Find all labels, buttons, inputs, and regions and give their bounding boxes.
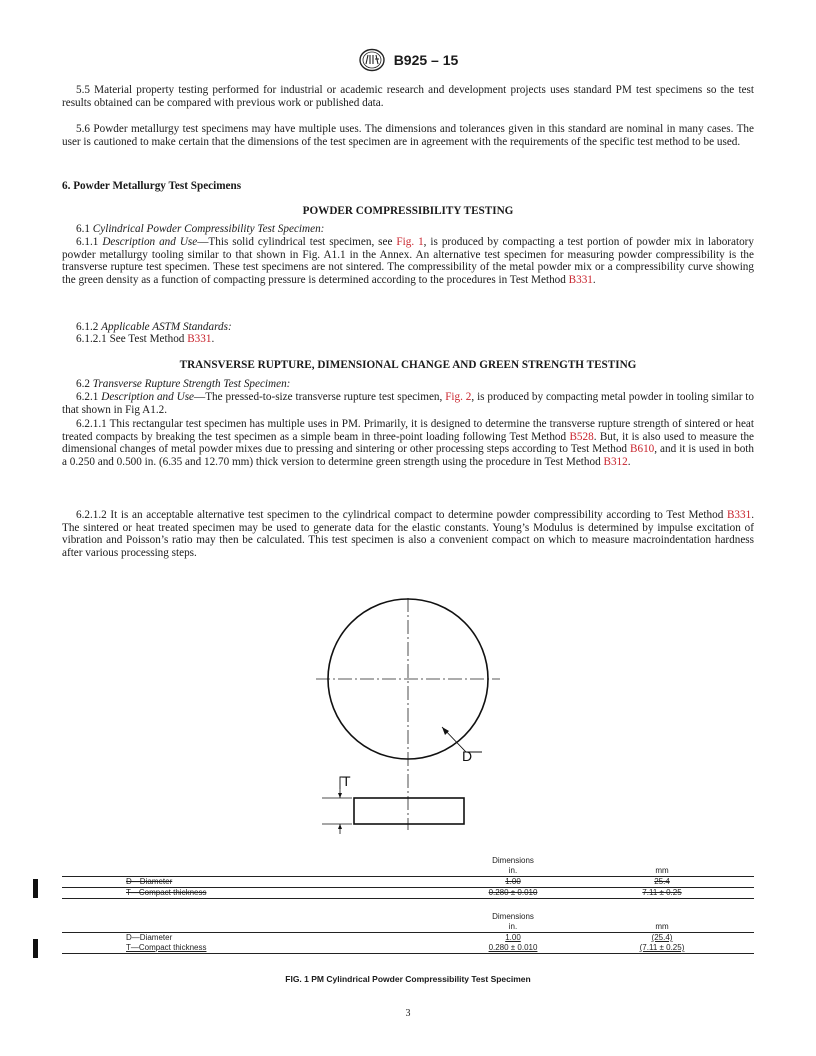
section-6-heading: 6. Powder Metallurgy Test Specimens — [62, 180, 242, 192]
fig-1-link[interactable]: Fig. 1 — [396, 236, 424, 248]
paragraph-6-1-2: 6.1.2 Applicable ASTM Standards: — [76, 321, 232, 333]
diameter-label: D — [462, 748, 473, 764]
b331-link[interactable]: B331 — [568, 273, 593, 286]
paragraph-6-1: 6.1 Cylindrical Powder Compressibility Test Specimen: — [76, 223, 325, 235]
paragraph-6-2-1-1: 6.2.1.1 This rectangular test specimen has multiple uses in PM. Primarily, it is designed to determine the transverse rupture strength of sintered or heat treated compacts by breaking the test specimen as a simple beam in three-point loading following Test Method B528. But, it is also used to measure the dimensional changes of metal powder mixes due to pressing and sintering or other processing steps according to Test Method B610, and it is used in both a 0.250 and 0.500 in. (6.35 and 12.70 mm) thick version to determine green strength using the procedure in Test Method B312. — [62, 418, 754, 468]
figure-1-drawing — [0, 590, 816, 840]
page-number: 3 — [405, 1008, 411, 1019]
b528-link[interactable]: B528 — [569, 430, 594, 443]
thickness-arrow-down — [338, 793, 342, 798]
paragraph-5-5: 5.5 Material property testing performed for industrial or academic research and development projects uses standard PM test specimens so the test results obtained can be compared with previous work or published data. — [62, 84, 754, 109]
thickness-arrow-up — [338, 824, 342, 829]
fig-2-link[interactable]: Fig. 2 — [445, 391, 472, 403]
page-header — [0, 48, 816, 72]
subheading-compressibility: POWDER COMPRESSIBILITY TESTING — [302, 205, 514, 217]
b610-link[interactable]: B610 — [630, 443, 655, 456]
b331-link[interactable]: B331 — [726, 509, 752, 521]
paragraph-6-2-1: 6.2.1 Description and Use—The pressed-to-size transverse rupture test specimen, Fig. 2, is produced by compacting metal powder in tooling similar to that shown in Fig A1.2. — [62, 391, 755, 416]
old-dimensions-table: Dimensions in. mm D—Diameter 1.00 25.4 T—Compact thickness 0.280 ± 0.010 7.11 ± 0.25 — [62, 856, 754, 899]
b331-link[interactable]: B331 — [187, 333, 212, 345]
astm-logo-icon — [358, 48, 386, 72]
paragraph-6-1-2-1: 6.1.2.1 See Test Method B331. — [76, 333, 215, 345]
paragraph-5-6: 5.6 Powder metallurgy test specimens may have multiple uses. The dimensions and tolerances given in this standard are nominal in many cases. The user is cautioned to make certain that the dimensions of the test specimen are in agreement with the requirements of the specific test method to be used. — [62, 123, 754, 148]
cylinder-side-view — [354, 798, 464, 824]
change-bar — [33, 939, 38, 958]
change-bar — [33, 879, 38, 898]
paragraph-6-2-1-2: 6.2.1.2 It is an acceptable alternative test specimen to the cylindrical compact to determine powder compressibility according to Test Method B331. The sintered or heat treated specimen may be used to generate data for the elastic constants. Young’s Modulus is determined by impulse excitation of vibration and Poisson’s ratio may then be calculated. This test specimen is also a convenient compact on which to measure macroindentation hardness after various processing steps. — [62, 509, 754, 559]
standard-designation: B925 – 15 — [393, 52, 459, 68]
thickness-label: T — [342, 773, 351, 789]
b312-link[interactable]: B312 — [603, 455, 628, 468]
paragraph-6-2: 6.2 Transverse Rupture Strength Test Specimen: — [76, 378, 291, 390]
subheading-transverse-rupture: TRANSVERSE RUPTURE, DIMENSIONAL CHANGE AND GREEN STRENGTH TESTING — [179, 359, 637, 371]
new-dimensions-table: Dimensions in. mm D—Diameter 1.00 (25.4) T—Compact thickness 0.280 ± 0.010 (7.11 ± 0.25) — [62, 912, 754, 954]
figure-caption: FIG. 1 PM Cylindrical Powder Compressibility Test Specimen — [285, 974, 531, 984]
paragraph-6-1-1: 6.1.1 Description and Use—This solid cylindrical test specimen, see Fig. 1, is produced by compacting a test portion of powder mix in laboratory powder metallurgy tooling similar to that shown in Fig. A1.1 in the Annex. An alternative test specimen for measuring powder compressibility is the transverse rupture test specimen. These test specimens are not sintered. The compressibility of the metal powder mix or a compressibility curve showing the green density as a function of compacting pressure is determined according to the procedures in Test Method B331. — [62, 236, 754, 286]
